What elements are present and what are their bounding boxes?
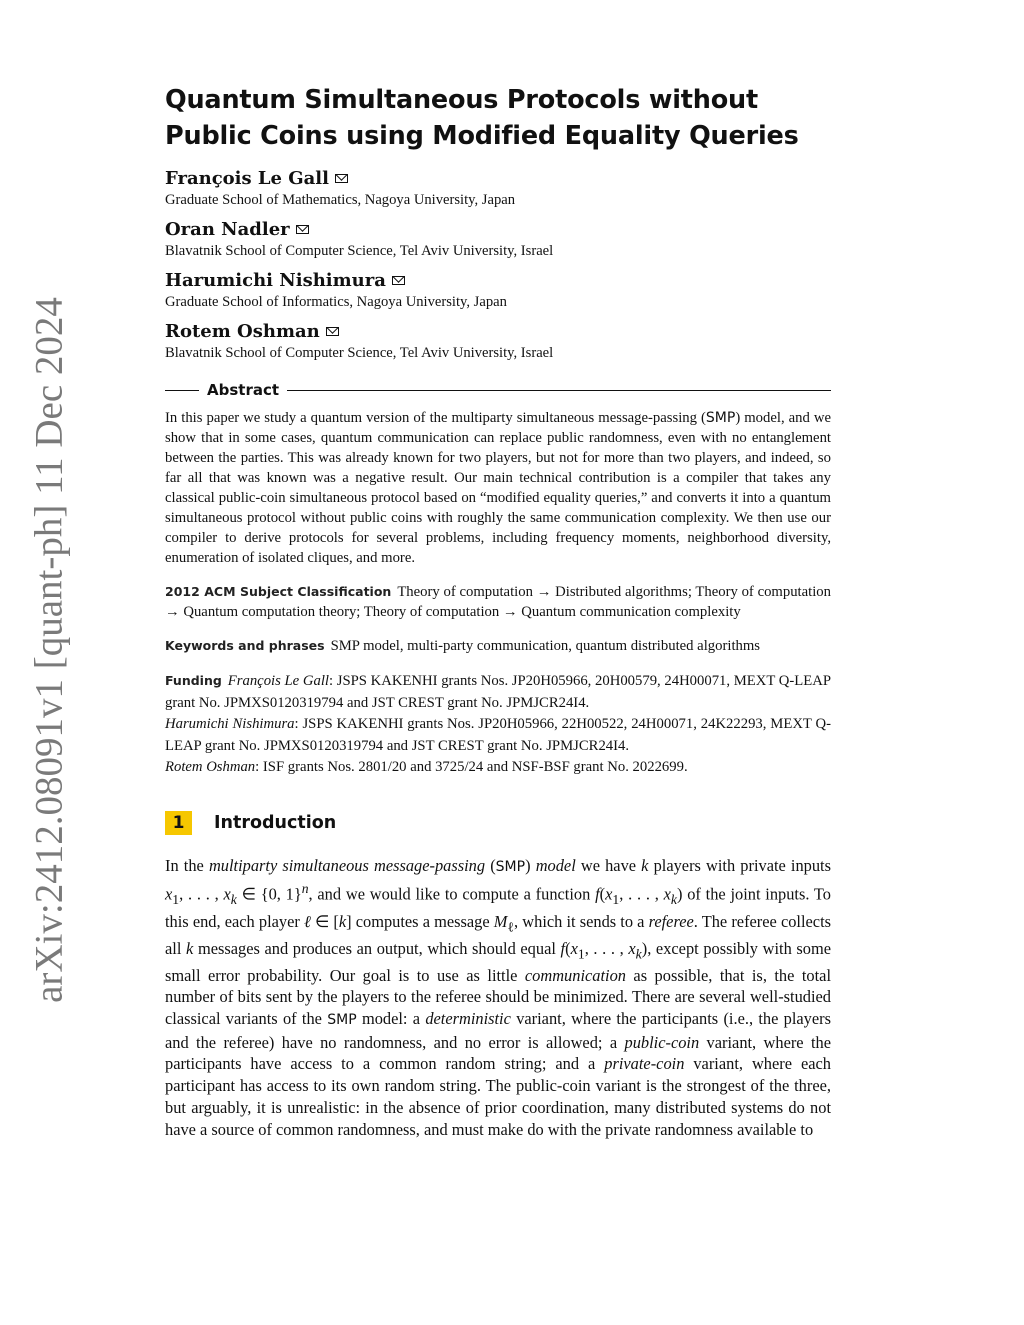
funding-label: Funding <box>165 673 222 688</box>
keywords-label: Keywords and phrases <box>165 638 325 653</box>
mail-icon[interactable] <box>392 276 405 285</box>
funding-entry: Harumichi Nishimura: JSPS KAKENHI grants Nos. JP20H05966, 22H00522, 24H00071, 24K22293, MEXT Q-LEAP grant No. JPMXS0120319794 and JST CREST grant No. JPMJCR24I4. <box>165 716 831 754</box>
keywords-text: SMP model, multi-party communication, quantum distributed algorithms <box>330 638 761 654</box>
mail-icon[interactable] <box>326 327 339 336</box>
acm-classification-text: Theory of computation → Distributed algorithms; Theory of computation → Quantum computation theory; Theory of computation → Quantum communication complexity <box>165 584 831 620</box>
funding-entry: Rotem Oshman: ISF grants Nos. 2801/20 and 3725/24 and NSF-BSF grant No. 2022699. <box>165 759 688 775</box>
author-name: François Le Gall <box>165 168 329 189</box>
author-entry <box>165 269 831 311</box>
funding-author: Harumichi Nishimura <box>165 716 295 732</box>
paper-title: Quantum Simultaneous Protocols without Public Coins using Modified Equality Queries <box>165 85 799 151</box>
funding-entry: Funding François Le Gall: JSPS KAKENHI grants Nos. JP20H05966, 20H00579, 24H00071, MEXT Q-LEAP grant No. JPMXS0120319794 and JST CREST grant No. JPMJCR24I4. <box>165 673 831 711</box>
author-name: Rotem Oshman <box>165 321 320 342</box>
abstract-text: In this paper we study a quantum version of the multiparty simultaneous message-passing (SMP) model, and we show that in some cases, quantum communication can replace public randomness, even with no entanglement between the parties. This was already known for two players, but not for more than two players, and indeed, so far all that was known was a negative result. Our main technical contribution is a compiler that takes any classical public-coin simultaneous protocol based on “modified equality queries,” and converts it into a quantum simultaneous protocol without public coins with roughly the same communication complexity. We then use our compiler to derive protocols for several problems, including frequency moments, neighborhood diversity, enumeration of isolated cliques, and more. <box>165 410 831 566</box>
section-title: Introduction <box>214 812 337 833</box>
author-affiliation: Graduate School of Informatics, Nagoya University, Japan <box>165 294 507 310</box>
section-number: 1 <box>165 811 192 835</box>
author-entry <box>165 218 831 260</box>
author-entry <box>165 320 831 362</box>
funding-author: François Le Gall <box>227 673 329 689</box>
funding-author: Rotem Oshman <box>165 759 256 775</box>
mail-icon[interactable] <box>296 225 309 234</box>
author-list <box>165 167 831 362</box>
keywords <box>165 636 831 656</box>
author-affiliation: Graduate School of Mathematics, Nagoya University, Japan <box>165 192 516 208</box>
author-name: Oran Nadler <box>165 219 290 240</box>
author-name: Harumichi Nishimura <box>165 270 386 291</box>
author-entry <box>165 167 831 209</box>
author-affiliation: Blavatnik School of Computer Science, Tel Aviv University, Israel <box>165 345 554 361</box>
divider <box>287 390 831 391</box>
section-heading <box>165 811 831 835</box>
intro-paragraph: In the multiparty simultaneous message-passing (SMP) model we have k players with private inputs $x_1$, . . . , $x_k$ ∈ {0, 1}$^n$, and we would like to compute a function $f(x_1$, . . . , $x_k$) of the joint inputs. To this end, each player ℓ ∈ [k] computes a message $M_\ell$, which it sends to a referee. The referee collects all k messages and produces an output, which should equal $f(x_1$, . . . , $x_k$), except possibly with some small error probability. Our goal is to use as little communication as possible, that is, the total number of bits sent by the players to the referee should be minimized. There are several well-studied classical variants of the SMP model: a deterministic variant, where the participants (i.e., the players and the referee) have no randomness, and no error is allowed; a public-coin variant, where the participants have access to a common random string; and a private-coin variant, where each participant has access to its own random string. The public-coin variant is the strongest of the three, but arguably, it is unrealistic: in the absence of prior coordination, many distributed systems do not have a source of common randomness, and must make do with the private randomness available to <box>165 855 832 1139</box>
author-affiliation: Blavatnik School of Computer Science, Tel Aviv University, Israel <box>165 243 554 259</box>
funding <box>165 670 831 779</box>
paper-page <box>165 82 831 1140</box>
acm-classification-label: 2012 ACM Subject Classification <box>165 584 392 599</box>
mail-icon[interactable] <box>335 174 348 183</box>
abstract-label: Abstract <box>207 381 280 399</box>
arxiv-identifier: arXiv:2412.08091v1 [quant-ph] 11 Dec 2024 <box>27 297 71 1003</box>
divider <box>165 390 199 391</box>
abstract-heading <box>165 381 831 399</box>
acm-classification <box>165 582 831 622</box>
